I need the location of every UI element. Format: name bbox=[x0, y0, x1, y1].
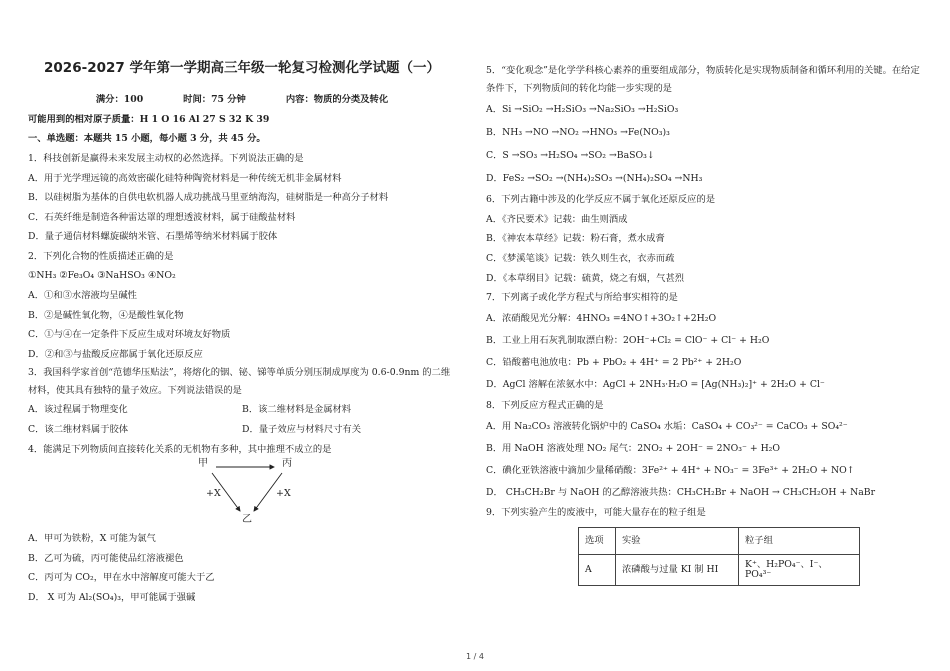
exam-meta bbox=[28, 90, 456, 110]
label-plus-x-left: +X bbox=[206, 488, 221, 500]
q4-option-c: C．丙可为 CO₂，甲在水中溶解度可能大于乙 bbox=[28, 572, 215, 584]
node-yi: 乙 bbox=[242, 514, 252, 526]
q3-option-d: D．量子效应与材料尺寸有关 bbox=[242, 424, 362, 436]
node-jia: 甲 bbox=[198, 458, 208, 470]
q2-option-c: C．①与④在一定条件下反应生成对环境友好物质 bbox=[28, 329, 231, 341]
q2-stem: 2．下列化合物的性质描述正确的是 bbox=[28, 250, 174, 262]
q5-stem: 5．“变化观念”是化学学科核心素养的重要组成部分，物质转化是实现物质制备和循环利用的关键。在给定条件下，下列物质间的转化均能一步实现的是 bbox=[486, 65, 920, 94]
page-title: 2026-2027 学年第一学期高三年级一轮复习检测化学试题（一） bbox=[44, 60, 440, 76]
time-label: 时间：75 分钟 bbox=[183, 94, 246, 106]
table-row bbox=[579, 554, 860, 585]
q5-option-c: C．S →SO₃ →H₂SO₄ →SO₂ →BaSO₃↓ bbox=[486, 149, 655, 161]
q3-options-cd bbox=[28, 420, 456, 440]
q5-option-d: D．FeS₂ →SO₂ →(NH₄)₂SO₃ →(NH₄)₂SO₄ →NH₃ bbox=[486, 172, 703, 184]
q8-option-d: D． CH₃CH₂Br 与 NaOH 的乙醇溶液共热：CH₃CH₂Br + NaOH → CH₃CH₂OH + NaBr bbox=[486, 486, 876, 498]
q3-options-ab bbox=[28, 400, 456, 420]
q5-option-b: B．NH₃ →NO →NO₂ →HNO₃ →Fe(NO₃)₃ bbox=[486, 126, 670, 138]
section-heading: 一、单选题：本题共 15 小题，每小题 3 分，共 45 分。 bbox=[28, 133, 266, 145]
q7-stem: 7．下列离子或化学方程式与所给事实相符的是 bbox=[486, 292, 678, 304]
q7-option-c: C．铅酸蓄电池放电：Pb + PbO₂ + 4H⁺ = 2 Pb²⁺ + 2H₂O bbox=[486, 356, 742, 368]
q1-option-c: C．石英纤维是制造各种雷达罩的理想透波材料，属于硅酸盐材料 bbox=[28, 211, 296, 223]
q1-option-b: B．以硅树脂为基体的自供电软机器人成功挑战马里亚纳海沟，硅树脂是一种高分子材料 bbox=[28, 192, 389, 204]
q2-option-d: D．②和③与盐酸反应都属于氧化还原反应 bbox=[28, 348, 203, 360]
q6-option-a: A．《齐民要术》记载：曲生则酒成 bbox=[486, 213, 628, 225]
header-option: 选项 bbox=[579, 527, 616, 554]
right-column bbox=[486, 62, 926, 586]
q6-stem: 6．下列古籍中涉及的化学反应不属于氧化还原反应的是 bbox=[486, 194, 716, 206]
q1-stem: 1．科技创新是赢得未来发展主动权的必然选择。下列说法正确的是 bbox=[28, 152, 304, 164]
q1-option-d: D．量子通信材料螺旋碳纳米管、石墨烯等纳米材料属于胶体 bbox=[28, 231, 278, 243]
score-label: 满分：100 bbox=[95, 94, 144, 106]
q3-option-b: B．该二维材料是金属材料 bbox=[242, 404, 352, 416]
header-particles: 粒子组 bbox=[739, 527, 860, 554]
q4-option-d: D． X 可为 Al₂(SO₄)₃，甲可能属于强碱 bbox=[28, 592, 196, 604]
q3-stem: 3．我国科学家首创“范德华压贴法”，将熔化的铟、铋、锑等单质分别压制成厚度为 0.6-0.9nm 的二维材料，使其具有独特的量子效应。下列说法错误的是 bbox=[28, 367, 451, 397]
q5-option-a: A．Si →SiO₂ →H₂SiO₃ →Na₂SiO₃ →H₂SiO₃ bbox=[486, 103, 679, 115]
q4-option-b: B．乙可为硫，丙可能使品红溶液褪色 bbox=[28, 552, 184, 564]
atomic-masses: 可能用到的相对原子质量：H 1 O 16 Al 27 S 32 K 39 bbox=[28, 113, 270, 125]
q6-option-d: D．《本草纲目》记载：硫黄，烧之有烟，气甚烈 bbox=[486, 272, 685, 284]
header-experiment: 实验 bbox=[616, 527, 739, 554]
q7-option-b: B．工业上用石灰乳制取漂白粉：2OH⁻+Cl₂ = ClO⁻ + Cl⁻ + H₂O bbox=[486, 334, 770, 346]
left-column bbox=[28, 62, 456, 607]
q2-option-b: B．②是碱性氧化物，④是酸性氧化物 bbox=[28, 309, 184, 321]
q2-option-a: A．①和③水溶液均呈碱性 bbox=[28, 290, 137, 302]
q1-option-a: A．用于光学理远镜的高效密碳化硅特种陶瓷材料是一种传统无机非金属材料 bbox=[28, 172, 342, 184]
table-header-row bbox=[579, 527, 860, 554]
q8-option-c: C．碘化亚铁溶液中滴加少量稀硝酸：3Fe²⁺ + 4H⁺ + NO₃⁻ = 3Fe³⁺ + 2H₂O + NO↑ bbox=[486, 464, 855, 476]
cell-particles: K⁺、H₂PO₄⁻、I⁻、PO₄³⁻ bbox=[739, 554, 860, 585]
cell-experiment: 浓磷酸与过量 KI 制 HI bbox=[616, 554, 739, 585]
page-number: 1 / 4 bbox=[466, 652, 484, 661]
q4-stem: 4．能满足下列物质间直接转化关系的无机物有多种，其中推理不成立的是 bbox=[28, 443, 332, 455]
q7-option-d: D．AgCl 溶解在浓氨水中：AgCl + 2NH₃·H₂O = [Ag(NH₃)₂]⁺ + 2H₂O + Cl⁻ bbox=[486, 378, 825, 390]
q3-option-c: C．该二维材料属于胶体 bbox=[28, 424, 129, 436]
cell-option: A bbox=[579, 554, 616, 585]
q3-option-a: A．该过程属于物理变化 bbox=[28, 404, 128, 416]
q4-diagram bbox=[28, 459, 456, 529]
q6-option-c: C．《梦溪笔谈》记载：铁久则生衣，衣赤而疏 bbox=[486, 252, 675, 264]
q6-option-b: B．《神农本草经》记载：粉石膏，煮水成膏 bbox=[486, 233, 665, 245]
q9-table bbox=[578, 527, 860, 586]
q4-option-a: A．甲可为铁粉，X 可能为氯气 bbox=[28, 533, 156, 545]
node-bing: 丙 bbox=[282, 458, 292, 470]
content-label: 内容：物质的分类及转化 bbox=[285, 94, 389, 106]
q9-stem: 9．下列实验产生的废液中，可能大量存在的粒子组是 bbox=[486, 507, 706, 519]
q8-option-a: A．用 Na₂CO₃ 溶液转化锅炉中的 CaSO₄ 水垢：CaSO₄ + CO₃²⁻ = CaCO₃ + SO₄²⁻ bbox=[486, 420, 848, 432]
q2-list: ①NH₃ ②Fe₃O₄ ③NaHSO₃ ④NO₂ bbox=[28, 270, 176, 282]
q8-option-b: B．用 NaOH 溶液处理 NO₂ 尾气：2NO₂ + 2OH⁻ = 2NO₃⁻ + H₂O bbox=[486, 442, 781, 454]
q7-option-a: A．浓硝酸见光分解：4HNO₃ =4NO↑+3O₂↑+2H₂O bbox=[486, 312, 717, 324]
q8-stem: 8．下列反应方程式正确的是 bbox=[486, 399, 604, 411]
label-plus-x-right: +X bbox=[276, 488, 291, 500]
